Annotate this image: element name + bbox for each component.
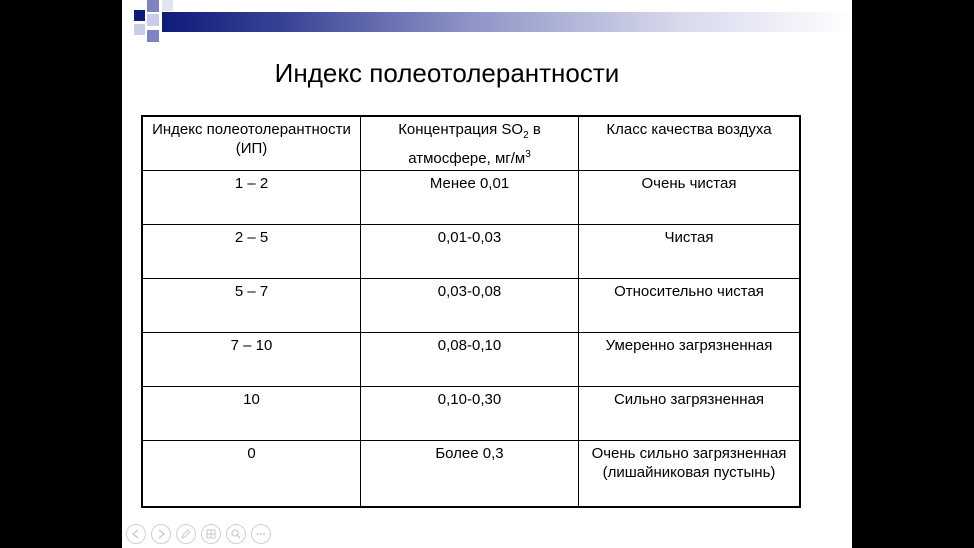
deco-square: [162, 0, 173, 11]
cell-index: 2 – 5: [142, 225, 361, 279]
table-row: [142, 333, 800, 387]
header-concentration-prefix: Концентрация SO: [398, 121, 524, 138]
cell-concentration: 0,10-0,30: [361, 387, 579, 441]
slide-title: Индекс полеотолерантности: [274, 58, 620, 88]
table-row: [142, 225, 800, 279]
table-header-row: [142, 116, 800, 171]
deco-square: [134, 24, 145, 35]
cell-air-class: Относительно чистая: [579, 279, 801, 333]
deco-square: [134, 10, 145, 21]
cell-concentration: 0,03-0,08: [361, 279, 579, 333]
table-row: [142, 171, 800, 225]
deco-square: [147, 14, 159, 26]
cell-air-class: Чистая: [579, 225, 801, 279]
cell-concentration: Менее 0,01: [361, 171, 579, 225]
deco-square: [147, 30, 159, 42]
cell-air-class: Умеренно загрязненная: [579, 333, 801, 387]
header-gradient-bar: [162, 12, 852, 32]
slide: [122, 0, 852, 548]
slideshow-nav: [126, 524, 271, 546]
table-row: [142, 279, 800, 333]
table-row: [142, 387, 800, 441]
deco-square: [147, 0, 159, 12]
header-air-class: Класс качества воздуха: [579, 116, 801, 171]
more-icon[interactable]: [251, 524, 271, 544]
cell-concentration: 0,01-0,03: [361, 225, 579, 279]
zoom-icon[interactable]: [226, 524, 246, 544]
cell-index: 0: [142, 441, 361, 508]
cell-concentration: 0,08-0,10: [361, 333, 579, 387]
cell-air-class: Очень чистая: [579, 171, 801, 225]
cell-index: 5 – 7: [142, 279, 361, 333]
prev-icon[interactable]: [126, 524, 146, 544]
cell-index: 10: [142, 387, 361, 441]
header-concentration-sub: 2: [523, 130, 529, 141]
cell-air-class: Очень сильно загрязненная (лишайниковая пустынь): [579, 441, 801, 508]
cell-air-class: Сильно загрязненная: [579, 387, 801, 441]
header-concentration-mid: в атмосфере, мг/м: [408, 121, 541, 167]
slides-icon[interactable]: [201, 524, 221, 544]
cell-concentration: Более 0,3: [361, 441, 579, 508]
pollution-index-table: [141, 115, 801, 508]
cell-index: 7 – 10: [142, 333, 361, 387]
next-icon[interactable]: [151, 524, 171, 544]
header-index: Индекс полеотолерантности (ИП): [142, 116, 361, 171]
pen-icon[interactable]: [176, 524, 196, 544]
cell-index: 1 – 2: [142, 171, 361, 225]
header-concentration: [361, 116, 579, 171]
header-concentration-sup: 3: [525, 149, 531, 160]
table-row: [142, 441, 800, 508]
